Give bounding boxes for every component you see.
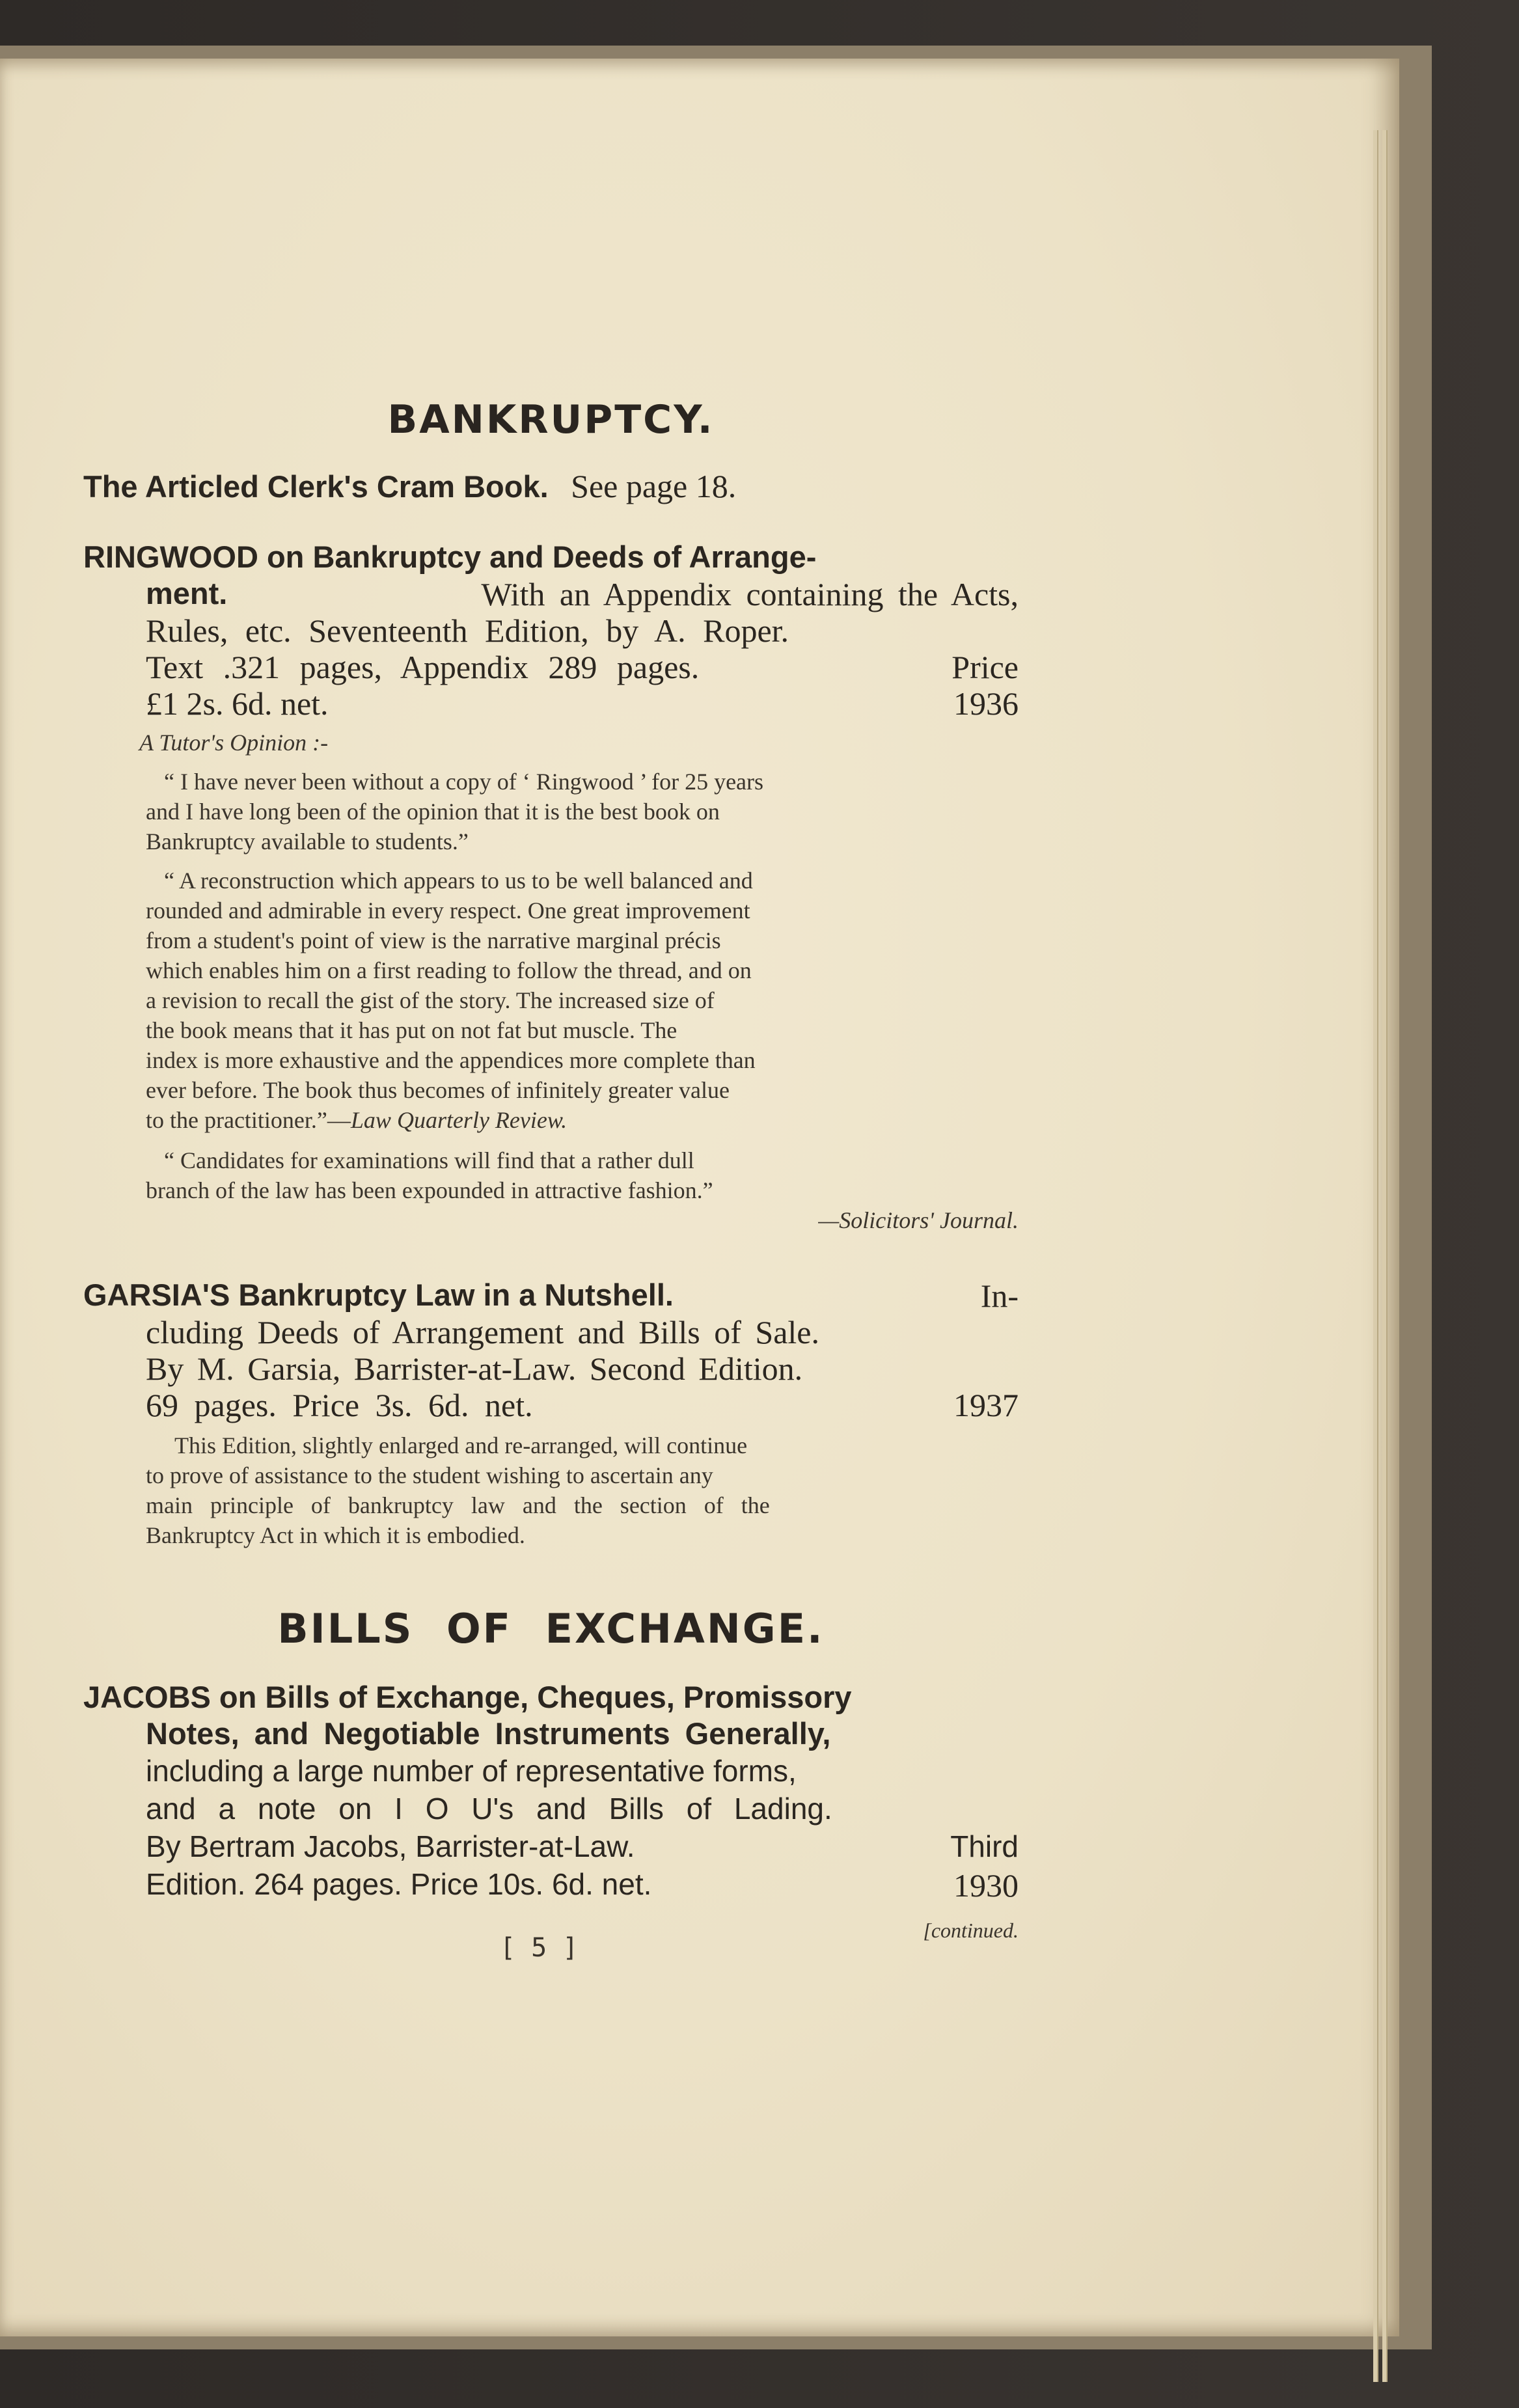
quote-review-line xyxy=(146,1106,567,1134)
quote-review-line: from a student's point of view is the narrative marginal précis xyxy=(146,927,721,953)
page-edge xyxy=(1373,130,1378,2382)
garsia-description-line: main principle of bankruptcy law and the section of the xyxy=(146,1492,770,1518)
garsia-year: 1937 xyxy=(953,1387,1019,1423)
jacobs-title-line-1: JACOBS on Bills of Exchange, Cheques, Promissory xyxy=(83,1680,852,1714)
jacobs-line-6 xyxy=(146,1867,1019,1904)
ringwood-title: RINGWOOD on Bankruptcy and Deeds of Arrange- xyxy=(83,540,817,574)
ringwood-pages: Text .321 pages, Appendix 289 pages. xyxy=(146,649,700,685)
quote-journal-line: branch of the law has been expounded in attractive fashion.” xyxy=(146,1177,713,1203)
quote-journal-source: —Solicitors' Journal. xyxy=(818,1207,1019,1233)
cram-book-reference: See page 18. xyxy=(571,468,737,504)
garsia-line-2: cluding Deeds of Arrangement and Bills of Sale. xyxy=(146,1314,819,1350)
quote-tutor-line: Bankruptcy available to students.” xyxy=(146,828,469,855)
ringwood-line-2: Rules, etc. Seventeenth Edition, by A. Roper. xyxy=(146,612,789,649)
section-heading-bills-of-exchange: BILLS OF EXCHANGE. xyxy=(277,1605,825,1652)
jacobs-edition-price: Edition. 264 pages. Price 10s. 6d. net. xyxy=(146,1867,652,1901)
jacobs-title-line-2: Notes, and Negotiable Instruments Generally, xyxy=(146,1716,831,1751)
quote-journal-line: “ Candidates for examinations will find that a rather dull xyxy=(164,1147,694,1173)
ringwood-price-label: Price xyxy=(951,649,1019,685)
ringwood-year: 1936 xyxy=(953,685,1019,722)
ringwood-line-3 xyxy=(146,648,1019,686)
ringwood-appendix-text: With an Appendix containing the Acts, xyxy=(481,576,1019,612)
page-content xyxy=(83,59,1019,2336)
garsia-title: GARSIA'S Bankruptcy Law in a Nutshell. xyxy=(83,1278,674,1312)
garsia-description-line: to prove of assistance to the student wishing to ascertain any xyxy=(146,1462,713,1488)
ringwood-line-1 xyxy=(146,575,1019,613)
garsia-description-line: This Edition, slightly enlarged and re-arranged, will continue xyxy=(174,1432,748,1458)
quote-review-line: ever before. The book thus becomes of infinitely greater value xyxy=(146,1077,730,1103)
continued-note: [continued. xyxy=(923,1919,1019,1942)
page-number: [ 5 ] xyxy=(500,1933,579,1963)
quote-review-source: Law Quarterly Review. xyxy=(350,1107,568,1133)
cram-book-title: The Articled Clerk's Cram Book. xyxy=(83,469,549,504)
quote-tutor-line: and I have long been of the opinion that it is the best book on xyxy=(146,799,720,825)
garsia-line-3: By M. Garsia, Barrister-at-Law. Second Edition. xyxy=(146,1350,803,1387)
quote-review-line: the book means that it has put on not fat but muscle. The xyxy=(146,1017,677,1043)
quote-review-line: index is more exhaustive and the appendices more complete than xyxy=(146,1047,756,1073)
garsia-line-4 xyxy=(146,1386,1019,1424)
quote-tutor-line: “ I have never been without a copy of ‘ Ringwood ’ for 25 years xyxy=(164,769,764,795)
quote-review-line: “ A reconstruction which appears to us to be well balanced and xyxy=(164,868,753,894)
garsia-title-line xyxy=(83,1277,1019,1315)
quote-review-end: to the practitioner.”— xyxy=(146,1107,351,1133)
jacobs-author: By Bertram Jacobs, Barrister-at-Law. xyxy=(146,1829,635,1863)
jacobs-line-5 xyxy=(146,1829,1019,1864)
garsia-title-rest: In- xyxy=(980,1278,1019,1314)
cram-book-entry xyxy=(83,467,736,505)
page-edge xyxy=(1382,130,1388,2382)
jacobs-line-3: including a large number of representative forms, xyxy=(146,1754,797,1788)
ringwood-title-end: ment. xyxy=(146,576,228,610)
jacobs-year: 1930 xyxy=(953,1867,1019,1904)
quote-review-line: which enables him on a first reading to follow the thread, and on xyxy=(146,957,752,983)
ringwood-line-4 xyxy=(146,685,1019,722)
ringwood-price: £1 2s. 6d. net. xyxy=(146,685,329,722)
garsia-pages-price: 69 pages. Price 3s. 6d. net. xyxy=(146,1387,533,1423)
section-heading-bankruptcy: BANKRUPTCY. xyxy=(387,397,715,443)
quote-review-line: rounded and admirable in every respect. One great improvement xyxy=(146,897,750,924)
jacobs-line-4: and a note on I O U's and Bills of Lading. xyxy=(146,1792,832,1826)
jacobs-edition-label: Third xyxy=(950,1829,1019,1863)
tutor-opinion-label: A Tutor's Opinion :- xyxy=(139,730,329,756)
garsia-description-line: Bankruptcy Act in which it is embodied. xyxy=(146,1522,525,1548)
quote-review-line: a revision to recall the gist of the story. The increased size of xyxy=(146,987,715,1013)
book-page xyxy=(0,59,1399,2336)
